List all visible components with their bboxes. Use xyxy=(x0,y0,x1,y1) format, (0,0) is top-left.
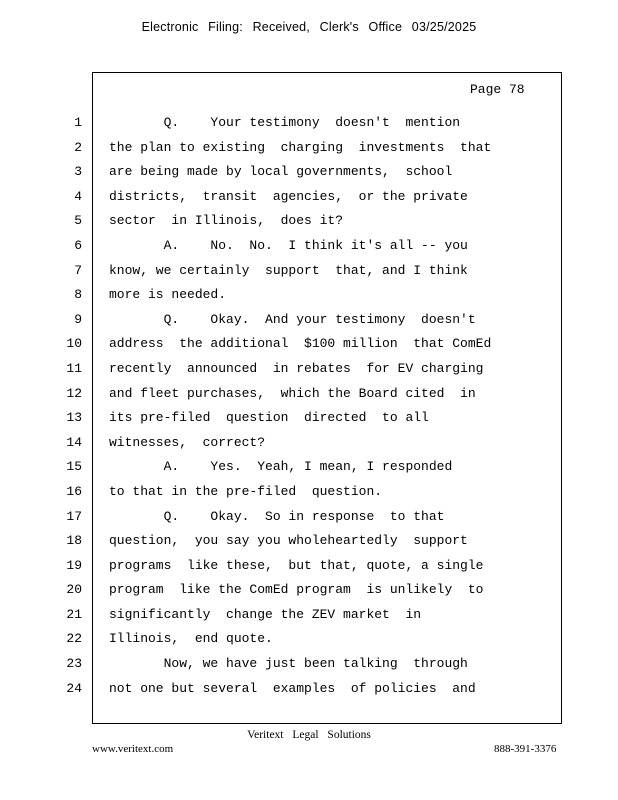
line-number: 1 xyxy=(74,115,82,130)
line-text: the plan to existing charging investments that xyxy=(109,139,492,155)
transcript-lines xyxy=(0,111,618,701)
line-text: are being made by local governments, school xyxy=(109,164,453,180)
line-number: 15 xyxy=(66,459,82,475)
line-text: its pre-filed question directed to all xyxy=(109,410,429,426)
transcript-line xyxy=(0,505,618,530)
transcript-line xyxy=(0,382,618,407)
line-text: Q. Your testimony doesn't mention xyxy=(109,115,461,130)
line-text: to that in the pre-filed question. xyxy=(109,483,383,499)
transcript-line xyxy=(0,111,618,136)
line-text: witnesses, correct? xyxy=(109,434,266,450)
transcript-line xyxy=(0,406,618,431)
line-text: recently announced in rebates for EV charging xyxy=(109,360,484,376)
line-text: question, you say you wholeheartedly support xyxy=(109,533,468,549)
line-number: 2 xyxy=(74,139,82,155)
line-text: Illinois, end quote. xyxy=(109,631,273,647)
line-text: programs like these, but that, quote, a single xyxy=(109,557,484,573)
transcript-line xyxy=(0,136,618,161)
line-number: 12 xyxy=(66,385,82,401)
transcript-line xyxy=(0,431,618,456)
line-text: more is needed. xyxy=(109,287,227,303)
footer-company: Veritext Legal Solutions xyxy=(247,729,371,741)
line-text: districts, transit agencies, or the private xyxy=(109,188,468,204)
line-text: and fleet purchases, which the Board cited in xyxy=(109,385,476,401)
line-number: 5 xyxy=(74,213,82,229)
transcript-line xyxy=(0,578,618,603)
line-number: 9 xyxy=(74,311,82,327)
line-number: 13 xyxy=(66,410,82,426)
filing-stamp: Electronic Filing: Received, Clerk's Office 03/25/2025 xyxy=(141,20,477,34)
transcript-line xyxy=(0,554,618,579)
line-text: know, we certainly support that, and I think xyxy=(109,262,468,278)
transcript-line xyxy=(0,529,618,554)
line-number: 3 xyxy=(74,164,82,180)
line-number: 18 xyxy=(66,533,82,549)
transcript-line xyxy=(0,283,618,308)
line-number: 24 xyxy=(66,680,82,696)
line-text: program like the ComEd program is unlikely to xyxy=(109,582,484,598)
footer-website: www.veritext.com xyxy=(92,743,174,755)
line-number: 23 xyxy=(66,656,82,672)
line-text: A. No. No. I think it's all -- you xyxy=(109,237,468,253)
transcript-line xyxy=(0,603,618,628)
line-number: 16 xyxy=(66,483,82,499)
line-text: Now, we have just been talking through xyxy=(109,656,468,672)
transcript-line xyxy=(0,480,618,505)
transcript-line xyxy=(0,185,618,210)
line-number: 20 xyxy=(66,582,82,598)
line-number: 8 xyxy=(74,287,82,303)
line-number: 14 xyxy=(66,434,82,450)
transcript-line xyxy=(0,234,618,259)
line-number: 17 xyxy=(66,508,82,524)
transcript-line xyxy=(0,455,618,480)
line-text: not one but several examples of policies and xyxy=(109,680,476,696)
line-number: 7 xyxy=(74,262,82,278)
line-text: sector in Illinois, does it? xyxy=(109,213,344,229)
transcript-line xyxy=(0,357,618,382)
transcript-line xyxy=(0,332,618,357)
line-number: 22 xyxy=(66,631,82,647)
transcript-line xyxy=(0,627,618,652)
page-number: Page 78 xyxy=(470,82,525,97)
line-number: 21 xyxy=(66,606,82,622)
line-number: 10 xyxy=(66,336,82,352)
line-text: significantly change the ZEV market in xyxy=(109,606,422,622)
transcript-line xyxy=(0,259,618,284)
line-number: 11 xyxy=(66,360,82,376)
transcript-line xyxy=(0,652,618,677)
footer-phone: 888-391-3376 xyxy=(494,743,557,755)
transcript-line xyxy=(0,209,618,234)
line-text: address the additional $100 million that ComEd xyxy=(109,336,492,352)
line-text: Q. Okay. So in response to that xyxy=(109,508,445,524)
line-number: 19 xyxy=(66,557,82,573)
transcript-line xyxy=(0,677,618,702)
line-text: A. Yes. Yeah, I mean, I responded xyxy=(109,459,453,475)
line-number: 4 xyxy=(74,188,82,204)
line-text: Q. Okay. And your testimony doesn't xyxy=(109,311,476,327)
transcript-line xyxy=(0,308,618,333)
transcript-line xyxy=(0,160,618,185)
line-number: 6 xyxy=(74,237,82,253)
